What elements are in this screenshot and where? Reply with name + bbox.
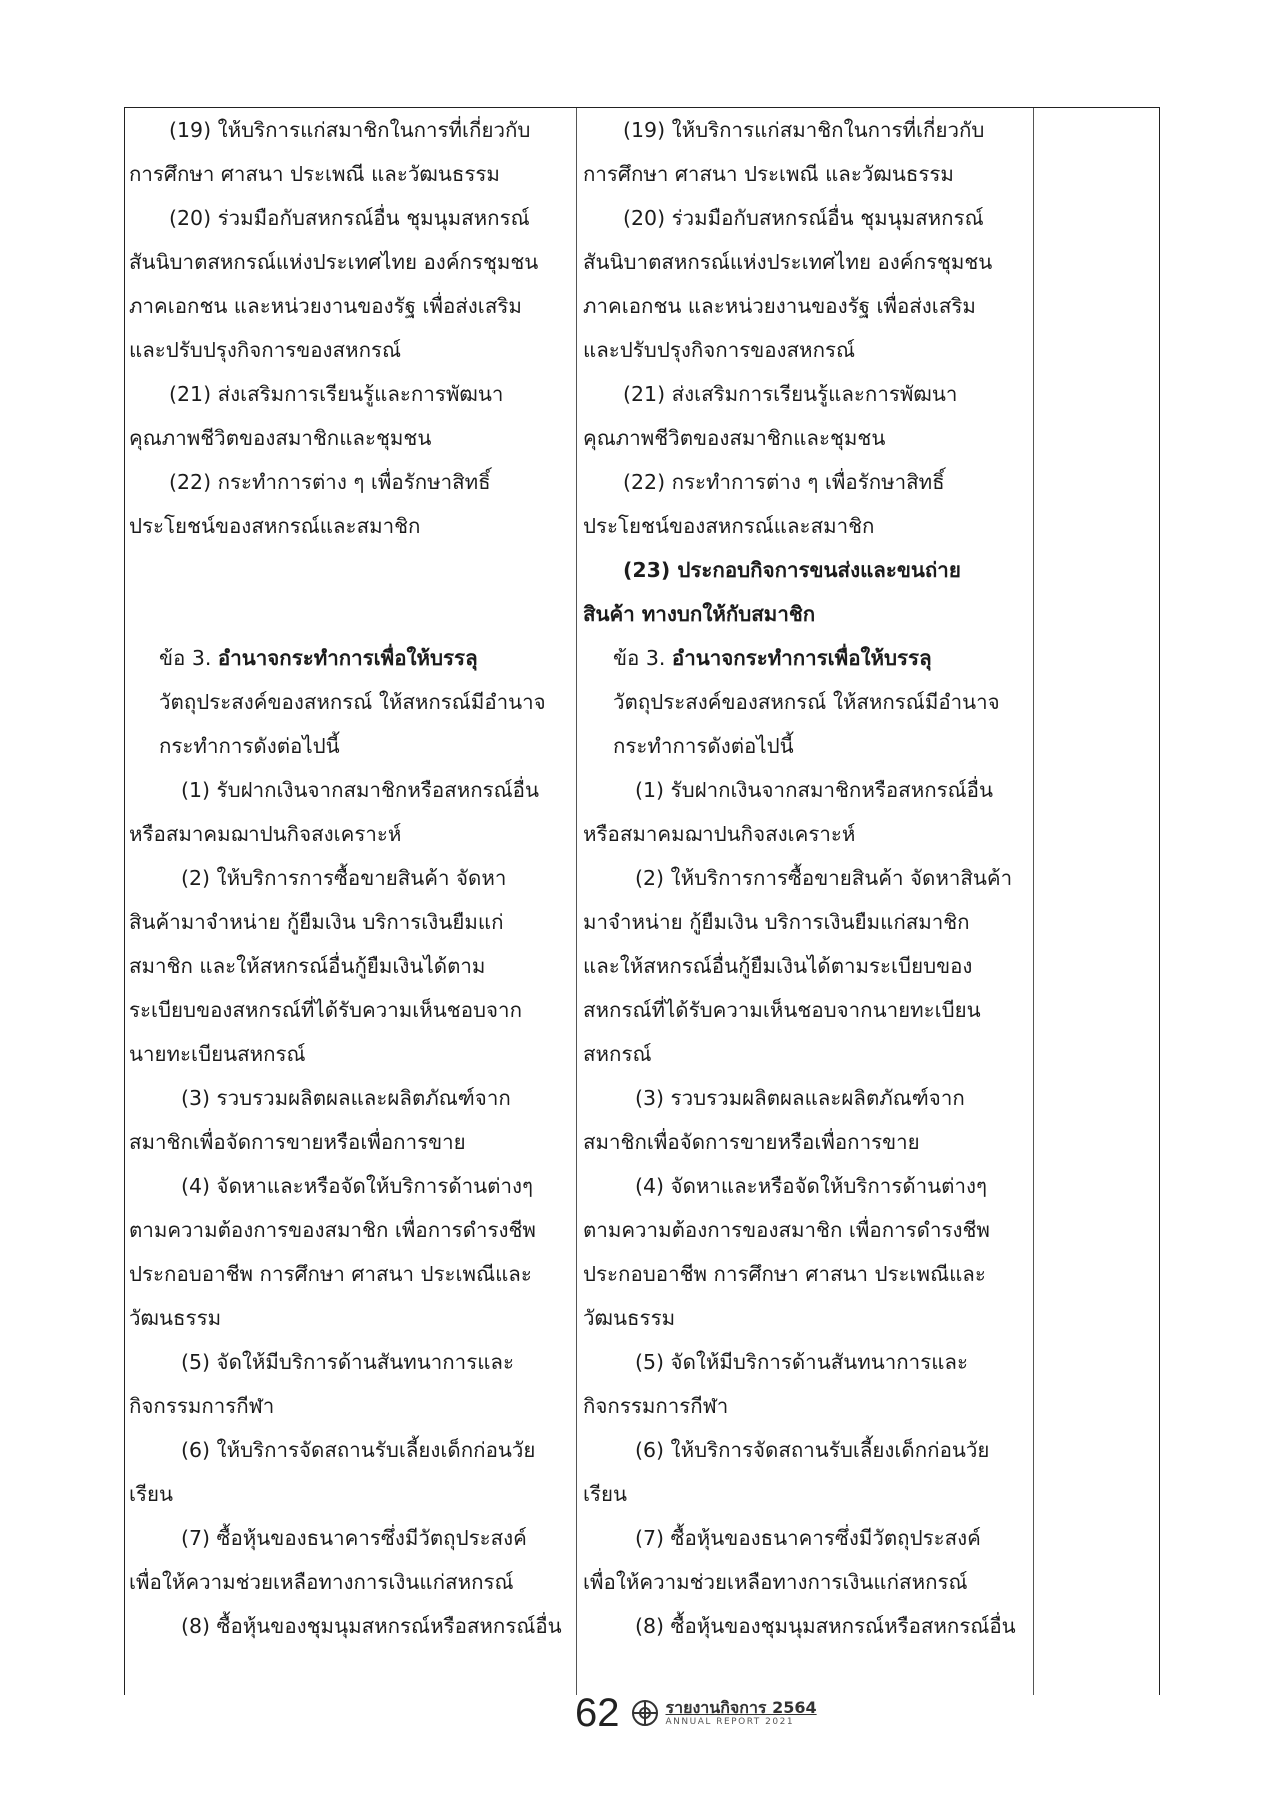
text-line: ระเบียบของสหกรณ์ที่ได้รับความเห็นชอบจาก (129, 998, 522, 1022)
text-line: กิจกรรมการกีฬา (129, 1394, 275, 1418)
text-line: วัตถุประสงค์ของสหกรณ์ ให้สหกรณ์มีอำนาจ (613, 690, 1000, 714)
text-line: เพื่อให้ความช่วยเหลือทางการเงินแก่สหกรณ์ (129, 1570, 514, 1594)
text-line: (20) ร่วมมือกับสหกรณ์อื่น ชุมนุมสหกรณ์ (169, 206, 530, 230)
text-line: วัฒนธรรม (129, 1306, 222, 1330)
text-line: วัฒนธรรม (583, 1306, 676, 1330)
text-line: (19) ให้บริการแก่สมาชิกในการที่เกี่ยวกับ (623, 118, 985, 142)
text-line: สันนิบาตสหกรณ์แห่งประเทศไทย องค์กรชุมชน (129, 250, 539, 274)
text-line: (4) จัดหาและหรือจัดให้บริการด้านต่างๆ (181, 1174, 534, 1198)
text-line: สมาชิกเพื่อจัดการขายหรือเพื่อการขาย (129, 1130, 466, 1154)
text-line: ประกอบอาชีพ การศึกษา ศาสนา ประเพณีและ (129, 1262, 532, 1286)
section-number: ข้อ 3. (159, 646, 218, 670)
text-line: คุณภาพชีวิตของสมาชิกและชุมชน (129, 426, 432, 450)
text-line: (19) ให้บริการแก่สมาชิกในการที่เกี่ยวกับ (169, 118, 531, 142)
text-line: สันนิบาตสหกรณ์แห่งประเทศไทย องค์กรชุมชน (583, 250, 993, 274)
text-line: การศึกษา ศาสนา ประเพณี และวัฒนธรรม (583, 162, 954, 186)
comparison-table (124, 107, 1160, 1695)
text-line: (3) รวบรวมผลิตผลและผลิตภัณฑ์จาก (635, 1086, 965, 1110)
text-line: (20) ร่วมมือกับสหกรณ์อื่น ชุมนุมสหกรณ์ (623, 206, 984, 230)
column-divider (576, 108, 577, 1695)
text-line: ภาคเอกชน และหน่วยงานของรัฐ เพื่อส่งเสริม (129, 294, 522, 318)
text-line: (1) รับฝากเงินจากสมาชิกหรือสหกรณ์อื่น (635, 778, 993, 802)
text-line: (4) จัดหาและหรือจัดให้บริการด้านต่างๆ (635, 1174, 988, 1198)
cooperative-logo-icon (630, 1698, 660, 1728)
added-clause-line: สินค้า ทางบกให้กับสมาชิก (583, 602, 816, 626)
text-line: หรือสมาคมฌาปนกิจสงเคราะห์ (583, 822, 856, 846)
report-label (666, 1699, 817, 1728)
text-line: ประโยชน์ของสหกรณ์และสมาชิก (129, 514, 421, 538)
text-line: วัตถุประสงค์ของสหกรณ์ ให้สหกรณ์มีอำนาจ (159, 690, 546, 714)
section-heading-bold: อำนาจกระทำการเพื่อให้บรรลุ (671, 646, 932, 670)
text-line: การศึกษา ศาสนา ประเพณี และวัฒนธรรม (129, 162, 500, 186)
text-line: ตามความต้องการของสมาชิก เพื่อการดำรงชีพ (583, 1218, 990, 1242)
section-number: ข้อ 3. (613, 646, 672, 670)
text-line: เรียน (129, 1482, 174, 1506)
text-line: หรือสมาคมฌาปนกิจสงเคราะห์ (129, 822, 402, 846)
report-subtitle: ANNUAL REPORT 2021 (665, 1716, 795, 1727)
section-heading (129, 636, 599, 680)
section-heading-bold: อำนาจกระทำการเพื่อให้บรรลุ (217, 646, 478, 670)
text-line: กิจกรรมการกีฬา (583, 1394, 729, 1418)
text-line: กระทำการดังต่อไปนี้ (613, 734, 794, 758)
text-line: สมาชิก และให้สหกรณ์อื่นกู้ยืมเงินได้ตาม (129, 954, 486, 978)
text-line: เรียน (583, 1482, 628, 1506)
text-line: (6) ให้บริการจัดสถานรับเลี้ยงเด็กก่อนวัย (635, 1438, 990, 1462)
text-line: ประกอบอาชีพ การศึกษา ศาสนา ประเพณีและ (583, 1262, 986, 1286)
column-divider (1033, 108, 1034, 1695)
text-line: (5) จัดให้มีบริการด้านสันทนาการและ (181, 1350, 514, 1374)
text-line: (1) รับฝากเงินจากสมาชิกหรือสหกรณ์อื่น (181, 778, 539, 802)
text-line: (3) รวบรวมผลิตผลและผลิตภัณฑ์จาก (181, 1086, 511, 1110)
text-line: (2) ให้บริการการซื้อขายสินค้า จัดหา (181, 866, 507, 890)
text-line: สินค้ามาจำหน่าย กู้ยืมเงิน บริการเงินยืมแก่ (129, 910, 504, 934)
text-line: (22) กระทำการต่าง ๆ เพื่อรักษาสิทธิ์ (623, 470, 945, 494)
text-line: (6) ให้บริการจัดสถานรับเลี้ยงเด็กก่อนวัย (181, 1438, 536, 1462)
report-title: รายงานกิจการ 2564 (665, 1697, 817, 1717)
text-line: สมาชิกเพื่อจัดการขายหรือเพื่อการขาย (583, 1130, 920, 1154)
section-heading (583, 636, 1053, 680)
text-line: กระทำการดังต่อไปนี้ (159, 734, 340, 758)
text-line: และปรับปรุงกิจการของสหกรณ์ (583, 338, 856, 362)
text-line: ตามความต้องการของสมาชิก เพื่อการดำรงชีพ (129, 1218, 536, 1242)
text-line: (7) ซื้อหุ้นของธนาคารซึ่งมีวัตถุประสงค์ (635, 1526, 981, 1550)
text-line: และปรับปรุงกิจการของสหกรณ์ (129, 338, 402, 362)
added-clause-line: (23) ประกอบกิจการขนส่งและขนถ่าย (623, 558, 961, 582)
text-line: นายทะเบียนสหกรณ์ (129, 1042, 306, 1066)
text-line: คุณภาพชีวิตของสมาชิกและชุมชน (583, 426, 886, 450)
text-line: (7) ซื้อหุ้นของธนาคารซึ่งมีวัตถุประสงค์ (181, 1526, 527, 1550)
text-line: เพื่อให้ความช่วยเหลือทางการเงินแก่สหกรณ์ (583, 1570, 968, 1594)
page-footer (575, 1688, 817, 1738)
text-line: (8) ซื้อหุ้นของชุมนุมสหกรณ์หรือสหกรณ์อื่น (181, 1614, 562, 1638)
text-line: (8) ซื้อหุ้นของชุมนุมสหกรณ์หรือสหกรณ์อื่น (635, 1614, 1016, 1638)
text-line: สหกรณ์ที่ได้รับความเห็นชอบจากนายทะเบียน (583, 998, 981, 1022)
text-line: (21) ส่งเสริมการเรียนรู้และการพัฒนา (169, 382, 504, 406)
text-line: (21) ส่งเสริมการเรียนรู้และการพัฒนา (623, 382, 958, 406)
text-line: ประโยชน์ของสหกรณ์และสมาชิก (583, 514, 875, 538)
text-line: (2) ให้บริการการซื้อขายสินค้า จัดหาสินค้า (635, 866, 1013, 890)
text-line: (22) กระทำการต่าง ๆ เพื่อรักษาสิทธิ์ (169, 470, 491, 494)
text-line: มาจำหน่าย กู้ยืมเงิน บริการเงินยืมแก่สมาชิก (583, 910, 970, 934)
text-line: (5) จัดให้มีบริการด้านสันทนาการและ (635, 1350, 968, 1374)
page-number: 62 (575, 1691, 620, 1735)
text-line: และให้สหกรณ์อื่นกู้ยืมเงินได้ตามระเบียบของ (583, 954, 973, 978)
text-line: ภาคเอกชน และหน่วยงานของรัฐ เพื่อส่งเสริม (583, 294, 976, 318)
text-line: สหกรณ์ (583, 1042, 652, 1066)
